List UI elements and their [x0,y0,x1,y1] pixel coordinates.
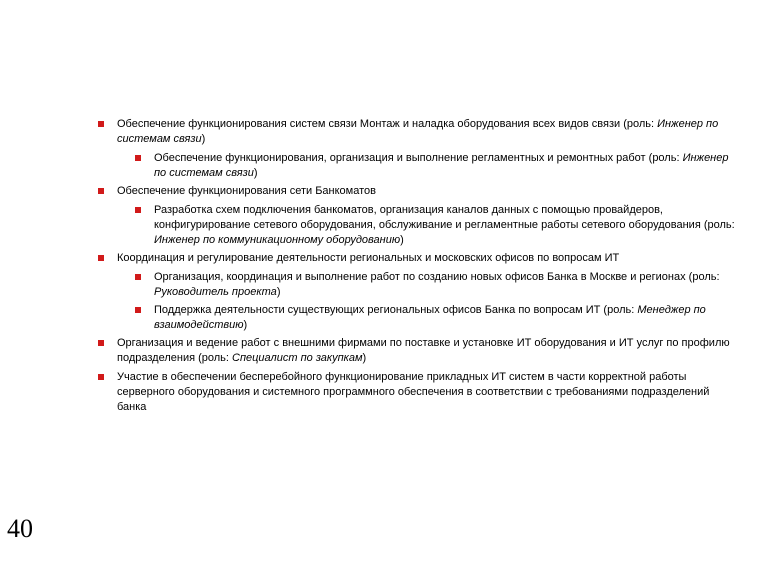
item-text: Обеспечение функционирования, организация и выполнение регламентных и ремонтных работ (роль: [154,152,683,164]
page-number: 40 [7,514,33,543]
red-square-bullet-icon [135,274,141,280]
list-item [97,117,737,147]
item-text: Обеспечение функционирования систем связи Монтаж и наладка оборудования всех видов связи (роль: [117,118,658,130]
red-square-bullet-icon [135,207,141,213]
red-square-bullet-icon [98,188,104,194]
role-text: Инженер по системам связи [117,118,719,145]
role-text: Менеджер по взаимодействию [154,304,706,331]
sub-bullet-list [97,270,737,333]
red-square-bullet-icon [98,340,104,346]
item-suffix: ) [253,167,258,179]
list-item [134,303,737,333]
item-suffix: ) [400,234,404,246]
role-text: Инженер по коммуникационному оборудованию [154,234,401,246]
red-square-bullet-icon [98,121,104,127]
item-text: Организация, координация и выполнение работ по созданию новых офисов Банка в Москве и регионах (роль: [154,271,720,283]
role-text: Инженер по системам связи [154,152,729,179]
item-text: Поддержка деятельности существующих региональных офисов Банка по вопросам ИТ (роль: [154,304,638,316]
red-square-bullet-icon [98,255,104,261]
item-suffix: ) [362,352,367,364]
item-text: Разработка схем подключения банкоматов, организация каналов данных с помощью провайдеров, конфигурирование сетевого оборудования, обслуживание и регламентные работы сетевого оборудования (роль: [154,204,735,231]
sublist-wrapper [97,270,737,333]
role-text: Руководитель проекта [154,286,277,298]
bullet-list [97,117,737,415]
sublist-wrapper [97,151,737,181]
red-square-bullet-icon [135,155,141,161]
role-text: Специалист по закупкам [232,352,363,364]
list-item [134,270,737,300]
red-square-bullet-icon [98,374,104,380]
sub-bullet-list [97,203,737,248]
sublist-wrapper [97,203,737,248]
item-suffix: ) [276,286,281,298]
list-item [134,151,737,181]
list-item [97,370,737,415]
list-item [97,251,737,266]
item-text: Участие в обеспечении бесперебойного функционирование прикладных ИТ систем в части корректной работы серверного оборудования и системного программного обеспечения в соответствии с требованиями подразделений банка [117,371,710,413]
item-text: Координация и регулирование деятельности региональных и московских офисов по вопросам ИТ [117,252,620,264]
item-suffix: ) [201,133,206,145]
list-item [97,184,737,199]
red-square-bullet-icon [135,307,141,313]
item-text: Организация и ведение работ с внешними фирмами по поставке и установке ИТ оборудования и ИТ услуг по профилю подразделения (роль: [117,337,730,364]
list-item [97,336,737,366]
list-item [134,203,737,248]
sub-bullet-list [97,151,737,181]
item-text: Обеспечение функционирования сети Банкоматов [117,185,376,197]
item-suffix: ) [243,319,248,331]
bullet-list-container [97,117,737,419]
